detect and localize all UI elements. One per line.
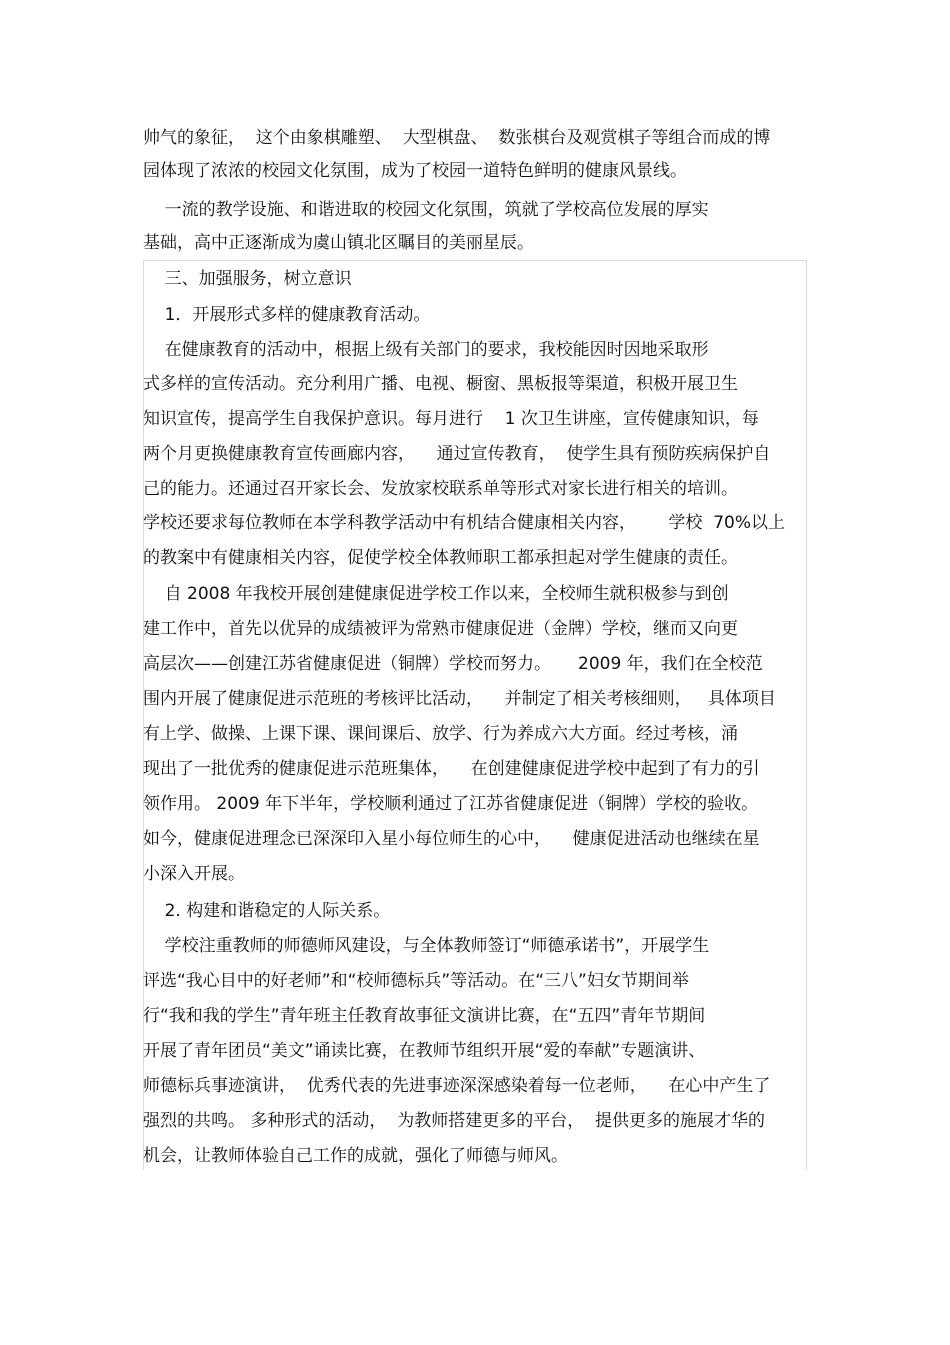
text-line: 开展了青年团员“美文”诵读比赛，在教师节组织开展“爱的奉献”专题演讲、 [143, 1041, 706, 1061]
text-line: 三、加强服务，树立意识 [143, 269, 352, 289]
text-line: 学校还要求每位教师在本学科教学活动中有机结合健康相关内容， 学校 70%以上 [143, 513, 786, 533]
text-line: 高层次——创建江苏省健康促进（铜牌）学校而努力。 2009 年，我们在全校范 [143, 654, 763, 674]
text-line: 行“我和我的学生”青年班主任教育故事征文演讲比赛，在“五四”青年节期间 [143, 1006, 706, 1026]
text-line: 建工作中，首先以优异的成绩被评为常熟市健康促进（金牌）学校，继而又向更 [143, 619, 738, 639]
text-line: 现出了一批优秀的健康促进示范班集体， 在创建健康促进学校中起到了有力的引 [143, 759, 760, 779]
text-line: 己的能力。还通过召开家长会、发放家校联系单等形式对家长进行相关的培训。 [143, 479, 738, 499]
text-line: 如今，健康促进理念已深深印入星小每位师生的心中， 健康促进活动也继续在星 [143, 829, 760, 849]
text-line: 自 2008 年我校开展创建健康促进学校工作以来，全校师生就积极参与到创 [143, 584, 729, 604]
text-line: 两个月更换健康教育宣传画廊内容， 通过宣传教育， 使学生具有预防疾病保护自 [143, 444, 771, 464]
text-line: 领作用。 2009 年下半年，学校顺利通过了江苏省健康促进（铜牌）学校的验收。 [143, 794, 759, 814]
text-frame-border [143, 260, 807, 1170]
text-line: 机会，让教师体验自己工作的成就，强化了师德与师风。 [143, 1146, 568, 1166]
text-line: 围内开展了健康促进示范班的考核评比活动， 并制定了相关考核细则， 具体项目 [143, 689, 776, 709]
text-line: 强烈的共鸣。 多种形式的活动， 为教师搭建更多的平台， 提供更多的施展才华的 [143, 1111, 766, 1131]
text-line: 有上学、做操、上课下课、课间课后、放学、行为养成六大方面。经过考核，涌 [143, 724, 738, 744]
text-line: 小深入开展。 [143, 864, 245, 884]
text-line: 一流的教学设施、和谐进取的校园文化氛围，筑就了学校高位发展的厚实 [143, 200, 709, 220]
text-line: 在健康教育的活动中，根据上级有关部门的要求，我校能因时因地采取形 [143, 340, 709, 360]
text-line: 师德标兵事迹演讲， 优秀代表的先进事迹深深感染着每一位老师， 在心中产生了 [143, 1076, 771, 1096]
text-line: 基础，高中正逐渐成为虞山镇北区瞩目的美丽星辰。 [143, 233, 534, 253]
text-line: 园体现了浓浓的校园文化氛围，成为了校园一道特色鲜明的健康风景线。 [143, 161, 687, 181]
text-line: 2. 构建和谐稳定的人际关系。 [143, 901, 391, 921]
text-line: 知识宣传，提高学生自我保护意识。每月进行 1 次卫生讲座，宣传健康知识，每 [143, 409, 759, 429]
text-line: 式多样的宣传活动。充分利用广播、电视、橱窗、黑板报等渠道，积极开展卫生 [143, 374, 738, 394]
text-line: 学校注重教师的师德师风建设，与全体教师签订“师德承诺书”，开展学生 [143, 936, 710, 956]
text-line: 的教案中有健康相关内容，促使学校全体教师职工都承担起对学生健康的责任。 [143, 548, 738, 568]
text-line: 评选“我心目中的好老师”和“校师德标兵”等活动。在“三八”妇女节期间举 [143, 971, 689, 991]
text-line: 帅气的象征， 这个由象棋雕塑、 大型棋盘、 数张棋台及观赏棋子等组合而成的博 [143, 128, 771, 148]
text-line: 1．开展形式多样的健康教育活动。 [143, 305, 431, 325]
